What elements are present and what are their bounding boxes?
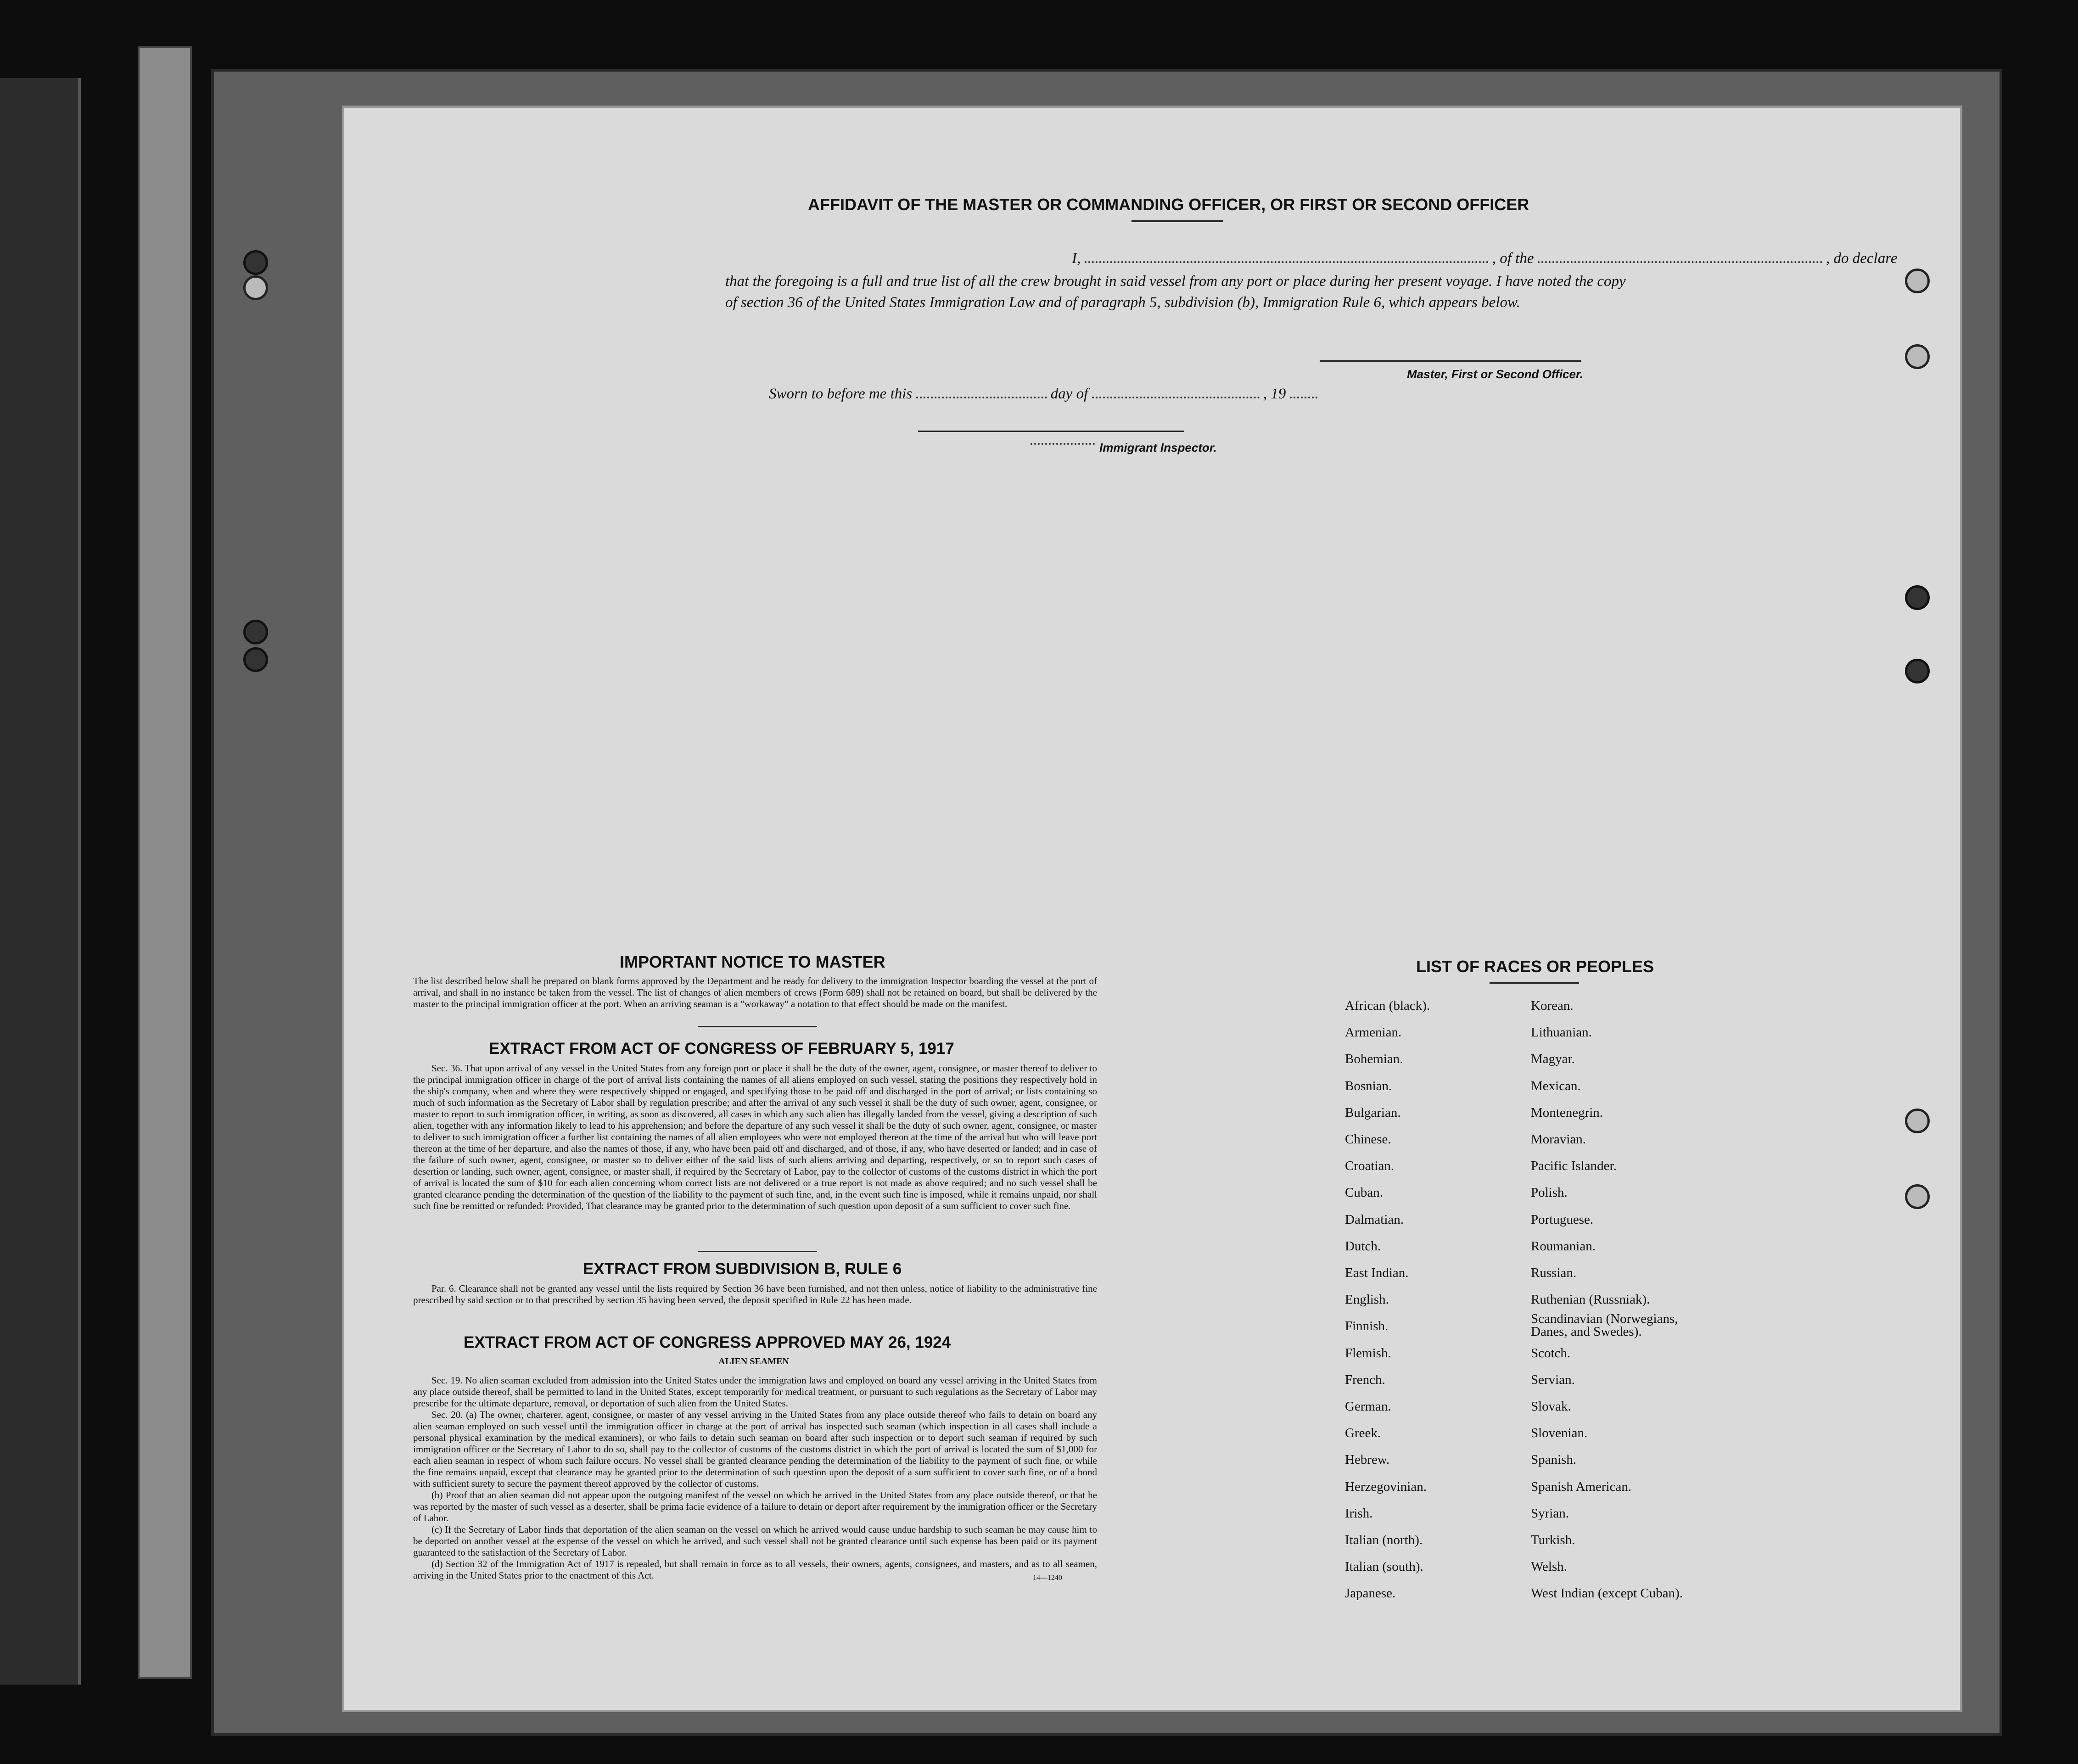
race-entry: Scandinavian (Norwegians, Danes, and Swedes). — [1531, 1311, 1678, 1339]
races-title: LIST OF RACES OR PEOPLES — [1416, 957, 1654, 976]
binder-hole — [243, 647, 268, 672]
page-hole — [1905, 585, 1930, 610]
race-entry: Cuban. — [1345, 1185, 1383, 1200]
affidavit-of-the: , of the — [1492, 250, 1534, 267]
binder-hole — [243, 275, 268, 300]
race-entry: Ruthenian (Russniak). — [1531, 1292, 1650, 1307]
race-entry: Bohemian. — [1345, 1052, 1403, 1067]
race-entry: Spanish. — [1531, 1452, 1577, 1467]
race-entry: Slovak. — [1531, 1399, 1571, 1414]
sworn-day-blank[interactable] — [916, 397, 1047, 398]
race-entry: Croatian. — [1345, 1159, 1395, 1174]
extract-1924-paragraph: (d) Section 32 of the Immigration Act of 1917 is repealed, but shall remain in force as to all vessels, their owners, agents, consignees, and masters, and as to all seamen, arriving in the United States prior to the enactment of this Act. — [413, 1558, 1097, 1581]
section-divider — [698, 1026, 817, 1027]
inspector-label: Immigrant Inspector. — [1099, 441, 1217, 454]
extract-1924-paragraph: (b) Proof that an alien seaman did not appear upon the outgoing manifest of the vessel on which he arrived in the United States from any place outside thereof, or that he was reported by the master of such vessel as a deserter, shall be prima facie evidence of a failure to detain or deport after requirement by the immigration officer or the Secretary of Labor. — [413, 1490, 1097, 1523]
race-entry: Bosnian. — [1345, 1078, 1392, 1093]
alien-seamen-subtitle: ALIEN SEAMEN — [718, 1356, 789, 1366]
race-entry: Russian. — [1531, 1266, 1577, 1280]
race-entry: Dutch. — [1345, 1238, 1381, 1254]
race-entry: Italian (south). — [1345, 1559, 1423, 1574]
race-entry: Portuguese. — [1531, 1212, 1594, 1227]
race-entry: Slovenian. — [1531, 1426, 1588, 1441]
affidavit-declare: , do declare — [1826, 250, 1898, 267]
race-entry: Welsh. — [1531, 1559, 1568, 1574]
race-entry: Herzegovinian. — [1345, 1479, 1427, 1494]
inspector-signature-line — [918, 431, 1184, 432]
affidavit-body: that the foregoing is a full and true list of all the crew brought in said vessel from any port or place during her present voyage. I have noted the copy of section 36 of the United States Immigration Law and of paragraph 5, subdivision (b), Immigration Rule 6, which appears below. — [725, 273, 1626, 311]
race-entry: Greek. — [1345, 1426, 1381, 1441]
sworn-line — [769, 383, 1457, 404]
page-hole — [1905, 1184, 1930, 1209]
inspector-dots — [1031, 443, 1095, 445]
race-entry: Finnish. — [1345, 1319, 1389, 1334]
form-number: 14—1240 — [1033, 1574, 1062, 1582]
notice-text: The list described below shall be prepared on blank forms approved by the Department and be ready for delivery to the immigration Inspector boarding the vessel at the port of arrival, and shall in no instance be taken from the vessel. The list of changes of alien members of crews (Form 689) shall not be retained on board, but shall be delivered by the master to the principal immigration officer at the port. When an arriving seaman is a "workaway" a notation to that effect should be made on the manifest. — [413, 975, 1097, 1009]
race-entry: Flemish. — [1345, 1345, 1391, 1361]
race-entry: Chinese. — [1345, 1132, 1391, 1147]
race-entry: Bulgarian. — [1345, 1105, 1401, 1120]
race-entry: English. — [1345, 1292, 1389, 1307]
extract-rule6-text — [413, 1283, 1097, 1306]
race-entry: Dalmatian. — [1345, 1212, 1404, 1227]
race-entry: Italian (north). — [1345, 1533, 1423, 1547]
section-divider — [698, 1251, 817, 1252]
race-entry: Lithuanian. — [1531, 1025, 1592, 1040]
race-entry: Mexican. — [1531, 1078, 1581, 1093]
extract-1917-paragraph: Sec. 36. That upon arrival of any vessel in the United States from any foreign port or place it shall be the duty of the owner, agent, consignee, or master thereof to deliver to the principal immigration officer in charge of the port of arrival lists containing the names of all aliens employed on such vessel, stating the positions they respectively hold in the ship's company, when and where they were respectively shipped or engaged, and specifying those to be paid off and discharged in the port of arrival; or lists containing so much of such information as the Secretary of Labor shall by regulation prescribe; and after the arrival of any such vessel it shall be the duty of such owner, agent, consignee, or master to report to such immigration officer, in writing, as soon as discovered, all cases in which any such alien has illegally landed from the vessel, giving a description of such alien, together with any information likely to lead to his apprehension; and before the departure of any such vessel it shall be the duty of such owner, agent, consignee, or master to deliver to such immigration officer a further list containing the names of all alien employees who were not employed thereon at the time of the arrival but who will leave port thereon at the time of her departure, and also the names of those, if any, who have been paid off and discharged, and of those, if any, who have deserted or landed; and in case of the failure of such owner, agent, consignee, or master so to deliver either of the said lists of such aliens arriving and departing, respectively, or so to report such cases of desertion or landing, such owner, agent, consignee, or master shall, if required by the Secretary of Labor, pay to the collector of customs of the customs district in which the port of arrival is located the sum of $10 for each alien concerning whom correct lists are not delivered or a true report is not made as above required; and no such vessel shall be granted clearance pending the determination of the question of the liability to the payment of such fine, and, in the event such fine is imposed, while it remains unpaid, nor shall such fine be remitted or refunded: Provided, That clearance may be granted prior to the determination of such question upon deposit of a sum sufficient to cover such fine. — [413, 1063, 1097, 1211]
title-underline — [1131, 220, 1223, 222]
page-hole — [1905, 659, 1930, 683]
affidavit-i: I, — [1072, 250, 1081, 267]
race-entry: Turkish. — [1531, 1533, 1575, 1547]
race-entry: French. — [1345, 1372, 1385, 1387]
race-entry: Montenegrin. — [1531, 1105, 1603, 1120]
sworn-prefix: Sworn to before me this — [769, 386, 913, 402]
extract-1917-title: EXTRACT FROM ACT OF CONGRESS OF FEBRUARY 5, 1917 — [489, 1040, 954, 1058]
master-name-blank[interactable] — [1085, 261, 1489, 263]
master-signature-label: Master, First or Second Officer. — [1407, 367, 1583, 381]
extract-1917-text — [413, 1063, 1097, 1212]
extract-1924-paragraph: Sec. 19. No alien seaman excluded from admission into the United States under the immigration laws and employed on board any vessel arriving in the United States from any place outside thereof, shall be permitted to land in the United States, except temporarily for medical treatment, or pursuant to such regulations as the Secretary of Labor may prescribe for the ultimate departure, removal, or deportation of such alien from the United States. — [413, 1375, 1097, 1409]
race-entry: German. — [1345, 1399, 1391, 1414]
manifest-page — [342, 106, 1962, 1712]
sworn-day-of: day of — [1050, 386, 1088, 402]
race-entry: Polish. — [1531, 1185, 1568, 1200]
binder-hole — [243, 250, 268, 275]
binder-strip — [138, 46, 192, 1679]
race-entry: Syrian. — [1531, 1506, 1569, 1521]
race-entry: Roumanian. — [1531, 1238, 1596, 1254]
race-entry: Magyar. — [1531, 1052, 1575, 1067]
race-entry: Pacific Islander. — [1531, 1159, 1617, 1174]
extract-rule6-paragraph: Par. 6. Clearance shall not be granted any vessel until the lists required by Section 36 have been furnished, and not then unless, notice of liability to the administrative fine prescribed by said section or to that prescribed by section 35 having been served, the deposit specified in Rule 22 has been made. — [413, 1283, 1097, 1305]
race-entry: Hebrew. — [1345, 1452, 1390, 1467]
race-entry: Moravian. — [1531, 1132, 1586, 1147]
affidavit-declaration-line — [767, 248, 1969, 269]
sworn-month-blank[interactable] — [1092, 397, 1260, 398]
race-entry: African (black). — [1345, 998, 1430, 1013]
race-entry: Servian. — [1531, 1372, 1575, 1387]
binder-left-edge — [0, 78, 81, 1685]
race-entry: Korean. — [1531, 998, 1574, 1013]
page-hole — [1905, 344, 1930, 369]
race-entry: West Indian (except Cuban). — [1531, 1586, 1683, 1601]
binder-hole — [243, 620, 268, 644]
vessel-name-blank[interactable] — [1538, 261, 1822, 263]
extract-1924-paragraph: Sec. 20. (a) The owner, charterer, agent, consignee, or master of any vessel arriving in the United States from any place outside thereof who fails to detain on board any alien seaman employed on such vessel until the immigration officer in charge at the port of arrival has inspected such seaman (which inspection in all cases shall include a personal physical examination by the medical examiners), or who fails to detain such seaman on board after such inspection or to deport such seaman if required by such immigration officer or the Secretary of Labor to do so, shall pay to the collector of customs of the customs district in which the port of arrival is located the sum of $1,000 for each alien seaman in respect of whom such failure occurs. No vessel shall be granted clearance pending the determination of the liability to the payment of such fine, or while the fine remains unpaid, except that clearance may be granted prior to the determination of such question upon the deposit of a sum sufficient to cover such fine, or of a bond with sufficient surety to secure the payment thereof approved by the collector of customs. — [413, 1409, 1097, 1489]
page-hole — [1905, 269, 1930, 293]
sworn-year: , 19 — [1263, 386, 1286, 402]
race-entry: Armenian. — [1345, 1025, 1402, 1040]
race-entry: East Indian. — [1345, 1266, 1409, 1280]
race-entry: Spanish American. — [1531, 1479, 1632, 1494]
affidavit-title: AFFIDAVIT OF THE MASTER OR COMMANDING OFFICER, OR FIRST OR SECOND OFFICER — [808, 195, 1529, 214]
notice-title: IMPORTANT NOTICE TO MASTER — [620, 952, 885, 971]
extract-1924-paragraph: (c) If the Secretary of Labor finds that deportation of the alien seaman on the vessel on which he arrived would cause undue hardship to such seaman he may cause him to be deported on another vessel at the expense of the vessel on which he arrived, and such vessel shall not be granted clearance until such expense has been paid or its payment guaranteed to the satisfaction of the Secretary of Labor. — [413, 1524, 1097, 1558]
race-entry: Scotch. — [1531, 1345, 1571, 1361]
race-entry: Irish. — [1345, 1506, 1373, 1521]
races-title-underline — [1490, 982, 1579, 984]
race-entry: Japanese. — [1345, 1586, 1396, 1601]
sworn-year-blank[interactable] — [1290, 397, 1317, 398]
master-signature-line — [1320, 360, 1581, 362]
page-hole — [1905, 1109, 1930, 1133]
extract-1924-title: EXTRACT FROM ACT OF CONGRESS APPROVED MAY 26, 1924 — [464, 1333, 951, 1351]
extract-rule6-title: EXTRACT FROM SUBDIVISION B, RULE 6 — [583, 1260, 902, 1278]
extract-1924-text — [413, 1375, 1097, 1581]
